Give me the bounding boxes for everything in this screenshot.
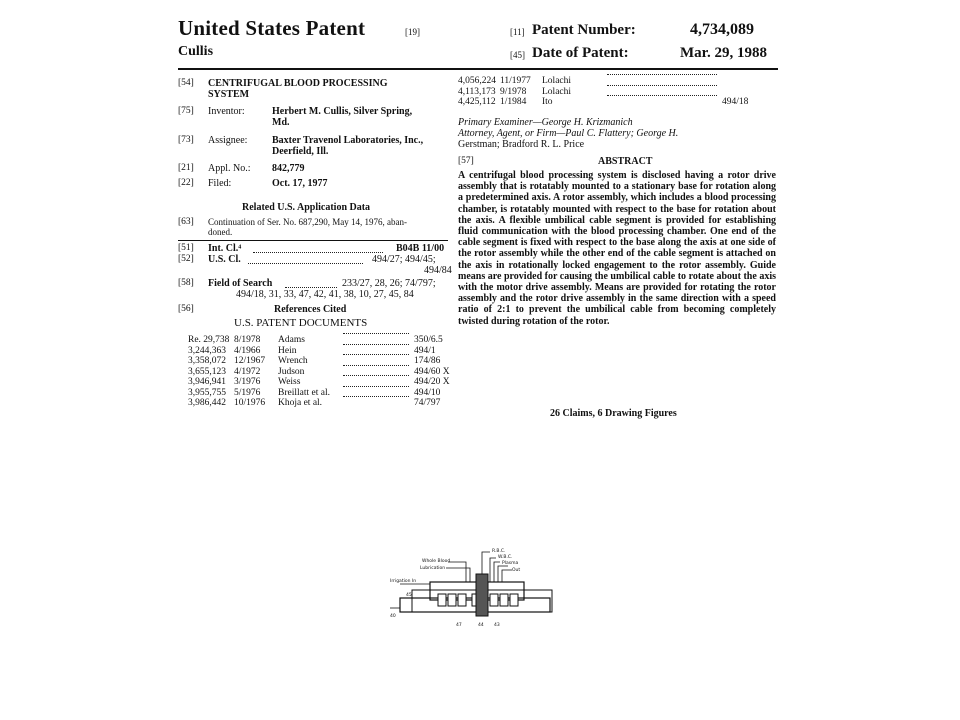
references-heading: References Cited [274,304,347,315]
reference-name: Lolachi [542,76,572,86]
inventor-line1: Herbert M. Cullis, Silver Spring, [272,106,413,117]
patent-number-code: [11] [510,27,525,37]
filed-date: Oct. 17, 1977 [272,178,328,189]
inventor-code: [75] [178,106,194,116]
uscl-value1: 494/27; 494/45; [372,254,436,265]
drawing-figure [390,538,560,634]
reference-number: 3,655,123 [188,366,226,377]
patent-number-label: Patent Number: [532,22,636,38]
label-rbc: R.B.C. [492,549,506,554]
reference-row [188,388,450,399]
reference-leader [607,95,717,96]
abstract-code: [57] [458,156,474,166]
appl-label: Appl. No.: [208,163,251,174]
reference-name: Breillatt et al. [278,387,330,398]
uscl-label: U.S. Cl. [208,254,241,265]
label-irrigation-in: Irrigation In [390,579,417,584]
reference-number: 4,113,173 [458,86,496,97]
field-code: [58] [178,278,194,288]
reference-number: 3,946,941 [188,377,226,387]
label-40: 40 [390,614,396,619]
assignee-label: Assignee: [208,135,248,146]
reference-date: 11/1977 [500,76,531,86]
label-lubrication: Lubrication [420,566,446,571]
reference-date: 5/1976 [234,387,261,398]
reference-leader [607,85,717,86]
label-out: Out [512,568,521,573]
reference-date: 10/1976 [234,398,266,408]
inventor-line2: Md. [272,117,290,128]
reference-number: 4,425,112 [458,97,496,107]
reference-name: Wrench [278,356,308,366]
reference-date: 4/1966 [234,345,261,356]
reference-row [188,398,450,409]
reference-row [188,377,450,388]
reference-row [458,97,749,108]
reference-class: 494/18 [722,97,749,107]
assignee-line1: Baxter Travenol Laboratories, Inc., [272,135,424,146]
us-docs-heading: U.S. PATENT DOCUMENTS [234,317,368,329]
reference-class: 494/1 [414,345,436,356]
reference-leader [343,386,409,387]
uscl-value2: 494/84 [424,265,452,276]
inventor-short-name: Cullis [178,44,214,59]
label-wbc: W.B.C. [498,555,513,560]
continuation-line2: doned. [208,227,233,237]
reference-leader [343,365,409,366]
reference-name: Judson [278,366,305,377]
reference-date: 1/1984 [500,97,527,107]
reference-class: 174/86 [414,356,441,366]
field-leader [285,287,337,288]
drive-shaft [476,574,488,616]
patent-date: Mar. 29, 1988 [680,45,767,61]
title-field-code: [54] [178,78,194,88]
label-44: 44 [478,623,484,628]
title-code: [19] [405,27,420,37]
reference-class: 494/10 [414,387,441,398]
label-plasma: Plasma [502,561,519,566]
appl-code: [21] [178,163,194,173]
patent-title: United States Patent [178,16,366,40]
continuation-code: [63] [178,217,194,227]
claims-summary: 26 Claims, 6 Drawing Figures [550,408,677,419]
reference-date: 3/1976 [234,377,261,387]
field-search-value2: 494/18, 31, 33, 47, 42, 41, 38, 10, 27, 45, 84 [236,289,414,300]
uscl-code: [52] [178,254,194,264]
label-whole-blood: Whole Blood [422,559,451,564]
date-code: [45] [510,50,525,60]
reference-name: Weiss [278,377,301,387]
reference-class: 350/6.5 [414,335,443,345]
filed-code: [22] [178,178,194,188]
reference-leader [607,74,717,75]
reference-row [188,367,450,378]
header-divider [178,68,778,70]
appl-number: 842,779 [272,163,305,174]
reference-date: 8/1978 [234,335,261,345]
reference-date: 12/1967 [234,356,266,366]
uscl-leader [248,263,363,264]
reference-leader [343,375,409,376]
related-data-heading: Related U.S. Application Data [242,202,371,213]
attorney-line1: Attorney, Agent, or Firm—Paul C. Flattery; George H. [458,128,679,139]
reference-class: 494/20 X [414,377,450,387]
intcl-label: Int. Cl.⁴ [208,243,242,254]
inventor-label: Inventor: [208,106,245,117]
label-43: 43 [494,623,500,628]
date-label: Date of Patent: [532,45,629,61]
reference-number: 3,955,755 [188,387,226,398]
label-47: 47 [456,623,462,628]
invention-title-line2: SYSTEM [208,89,250,100]
reference-name: Hein [278,345,297,356]
reference-number: 3,358,072 [188,356,226,366]
reference-row [188,356,450,367]
assignee-code: [73] [178,135,194,145]
field-search-value1: 233/27, 28, 26; 74/797; [342,278,436,289]
invention-title-line1: CENTRIFUGAL BLOOD PROCESSING [208,78,388,89]
intcl-code: [51] [178,243,194,253]
reference-date: 9/1978 [500,86,527,97]
reference-class: 494/60 X [414,366,450,377]
refs-code: [56] [178,304,194,314]
intcl-leader [253,252,383,253]
attorney-line2: Gerstman; Bradford R. L. Price [458,139,585,150]
reference-leader [343,396,409,397]
reference-name: Lolachi [542,86,572,97]
patent-page [150,10,812,710]
reference-number: 3,244,363 [188,345,226,356]
reference-number: 3,986,442 [188,398,226,408]
abstract-heading: ABSTRACT [598,156,653,167]
label-45: 45 [406,593,412,598]
assignee-line2: Deerfield, Ill. [272,146,329,157]
reference-leader [343,354,409,355]
reference-number: Re. 29,738 [188,335,230,345]
reference-name: Khoja et al. [278,398,323,408]
reference-name: Ito [542,97,553,107]
reference-date: 4/1972 [234,366,261,377]
primary-examiner: Primary Examiner—George H. Krizmanich [458,117,633,128]
reference-name: Adams [278,335,305,345]
continuation-line1: Continuation of Ser. No. 687,290, May 14, 1976, aban- [208,217,407,227]
reference-number: 4,056,224 [458,76,496,86]
patent-number: 4,734,089 [690,21,754,38]
abstract-text: A centrifugal blood processing system is disclosed having a rotor drive assembly that is rotatably mounted to a stationary base for rotation along a predetermined axis. A rotor assembly, which includes a blood processing chamber, is rotatably mounted with respect to the base for rotation about the axis. A flexible umbilical cable segment is provided for establishing fluid communication with the blood processing chamber. One end of the cable segment is fixed with respect to the base along the axis at one side of the rotor assembly while the other end of the cable segment is attached on the axis in rotationally locked engagement to the rotor assembly. Guide means are provided for causing the umbilical cable to rotate about the axis with the motor drive assembly. Means are provided for rotating the rotor assembly and the rotor drive assembly in the same direction with a speed ratio of 2:1 to prevent the umbilical cable from becoming completely twisted during rotation of the rotor. [458,170,776,327]
reference-row [188,346,450,357]
reference-leader [343,333,409,334]
filed-label: Filed: [208,178,232,189]
intcl-value: B04B 11/00 [396,243,445,254]
reference-leader [343,344,409,345]
reference-class: 74/797 [414,398,441,408]
reference-row [188,335,450,346]
biblio-divider [178,240,448,241]
field-search-label: Field of Search [208,278,273,289]
